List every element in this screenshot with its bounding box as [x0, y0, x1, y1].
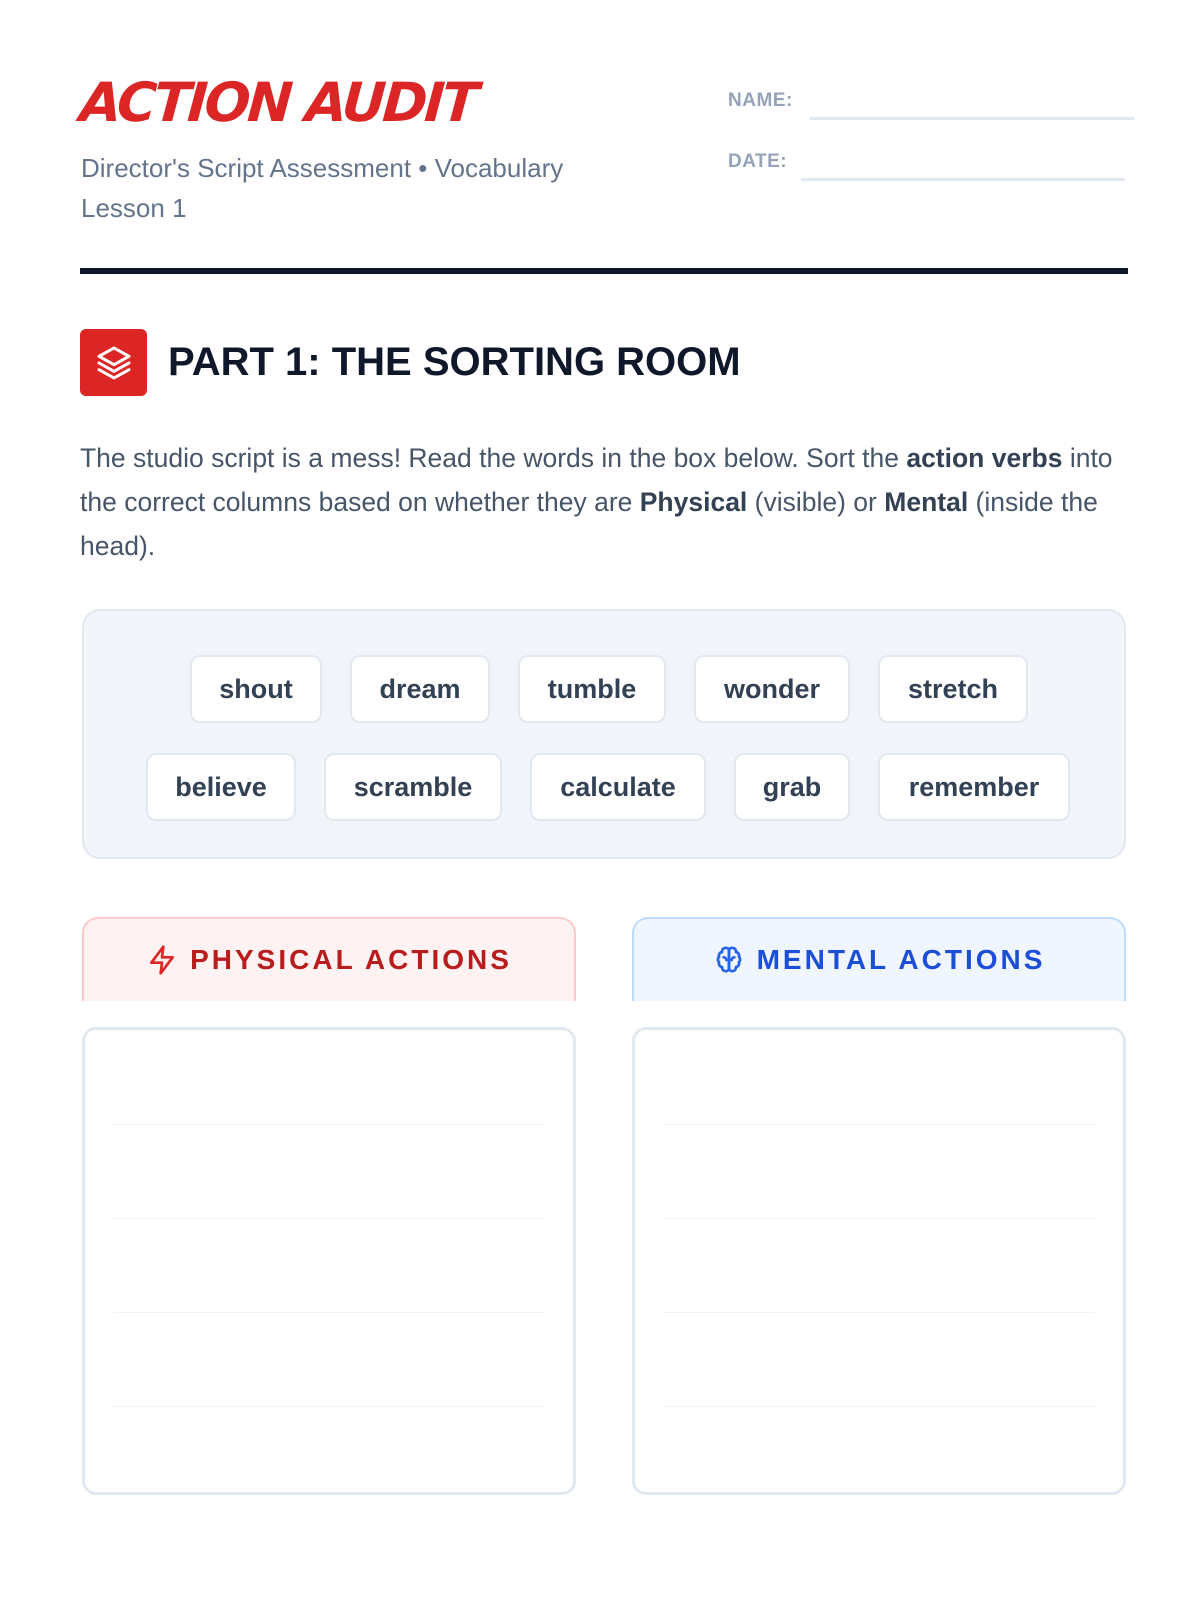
word-chip[interactable]: believe [146, 753, 296, 821]
mental-column-header [632, 917, 1126, 1001]
page-subtitle: Director's Script Assessment • Vocabulary Lesson 1 [81, 153, 564, 223]
word-chip[interactable]: calculate [530, 753, 706, 821]
writing-line [113, 1312, 545, 1313]
word-chip[interactable]: remember [878, 753, 1070, 821]
instructions-text: The studio script is a mess! Read the words in the box below. Sort the action verbs into the correct columns based on whether they are Physical (visible) or Mental (inside the head). [80, 443, 1113, 561]
mental-answer-box[interactable] [632, 1027, 1126, 1495]
writing-line [663, 1124, 1095, 1125]
physical-answer-box[interactable] [82, 1027, 576, 1495]
word-chip[interactable]: tumble [518, 655, 666, 723]
writing-line [663, 1406, 1095, 1407]
word-bank [82, 609, 1126, 859]
writing-line [663, 1218, 1095, 1219]
name-label: NAME: [728, 90, 793, 111]
date-field[interactable] [801, 178, 1125, 181]
lightning-icon [146, 944, 178, 976]
word-chip[interactable]: shout [190, 655, 322, 723]
writing-line [113, 1218, 545, 1219]
writing-line [113, 1124, 545, 1125]
physical-column-header [82, 917, 576, 1001]
date-label: DATE: [728, 151, 788, 172]
section-title: PART 1: THE SORTING ROOM [168, 340, 741, 384]
name-field[interactable] [810, 117, 1134, 120]
word-chip[interactable]: wonder [694, 655, 850, 723]
physical-column-label: PHYSICAL ACTIONS [190, 944, 512, 975]
page-title: ACTION AUDIT [77, 71, 478, 134]
header-divider [80, 268, 1128, 274]
writing-line [663, 1312, 1095, 1313]
word-chip[interactable]: scramble [324, 753, 502, 821]
brain-icon [713, 944, 745, 976]
word-chip[interactable]: grab [734, 753, 850, 821]
layers-icon [80, 329, 147, 396]
word-chip[interactable]: stretch [878, 655, 1028, 723]
mental-column-label: MENTAL ACTIONS [756, 944, 1046, 975]
word-chip[interactable]: dream [350, 655, 490, 723]
writing-line [113, 1406, 545, 1407]
